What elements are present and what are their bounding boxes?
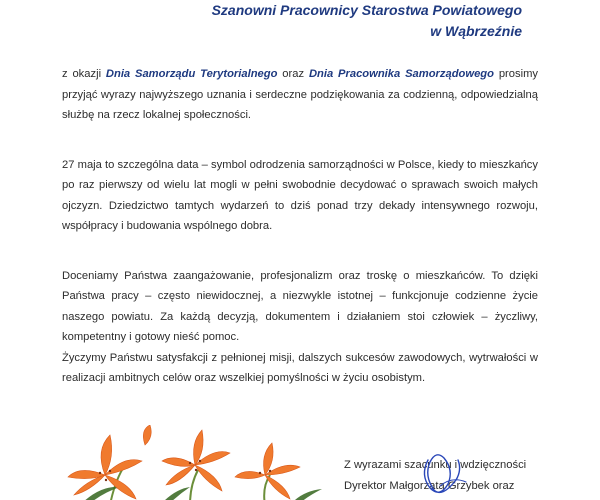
closing-line-2: Dyrektor Małgorzata Grzybek oraz <box>344 480 515 492</box>
lily-flowers-illustration <box>40 425 340 500</box>
paragraph-intro: z okazji <box>62 68 106 80</box>
paragraph-wishes: Życzymy Państwu satysfakcji z pełnionej misji, dalszych sukcesów zawodowych, wytrwałości w realizacji ambitnych celów oraz wszelkiej pomyślności w życiu osobistym. <box>62 351 538 384</box>
letter-heading <box>212 0 522 42</box>
holiday-name-local-worker: Dnia Pracownika Samorządowego <box>308 68 494 80</box>
heading-line-1: Szanowni Pracownicy Starostwa Powiatowego <box>211 2 522 18</box>
paragraph-thanks: prosimy przyjąć wyrazy najwyższego uznania i serdeczne podziękowania za codzienną, odpowiedzialną służbę na rzecz lokalnej społeczności. <box>62 68 538 121</box>
holiday-name-local-government: Dnia Samorządu Terytorialnego <box>105 68 278 80</box>
letter-closing <box>344 455 526 497</box>
heading-line-2: w Wąbrzeźnie <box>430 23 522 39</box>
letter-body <box>62 64 538 389</box>
paragraph-conjunction: oraz <box>277 68 309 80</box>
paragraph-occasion <box>62 64 538 126</box>
paragraph-appreciation: Doceniamy Państwa zaangażowanie, profesjonalizm oraz troskę o mieszkańców. To dzięki Państwa pracy – często niewidocznej, a niezwykle istotnej – funkcjonuje codzienne życie naszego powiatu. Za każdą decyzją, dokumentem i działaniem stoi człowiek – życzliwy, kompetentny i gotowy nieść pomoc. <box>62 269 538 343</box>
closing-line-1: Z wyrazami szacunku i wdzięczności <box>344 459 527 471</box>
paragraph-history: 27 maja to szczególna data – symbol odrodzenia samorządności w Polsce, kiedy to mieszkańcy po raz pierwszy od wielu lat mogli w pełni swobodnie decydować o sprawach swoich małych ojczyzn. Dziedzictwo tamtych wydarzeń to dziś ponad trzy dekady intensywnego rozwoju, współpracy i budowania wspólnego dobra. <box>62 158 538 232</box>
